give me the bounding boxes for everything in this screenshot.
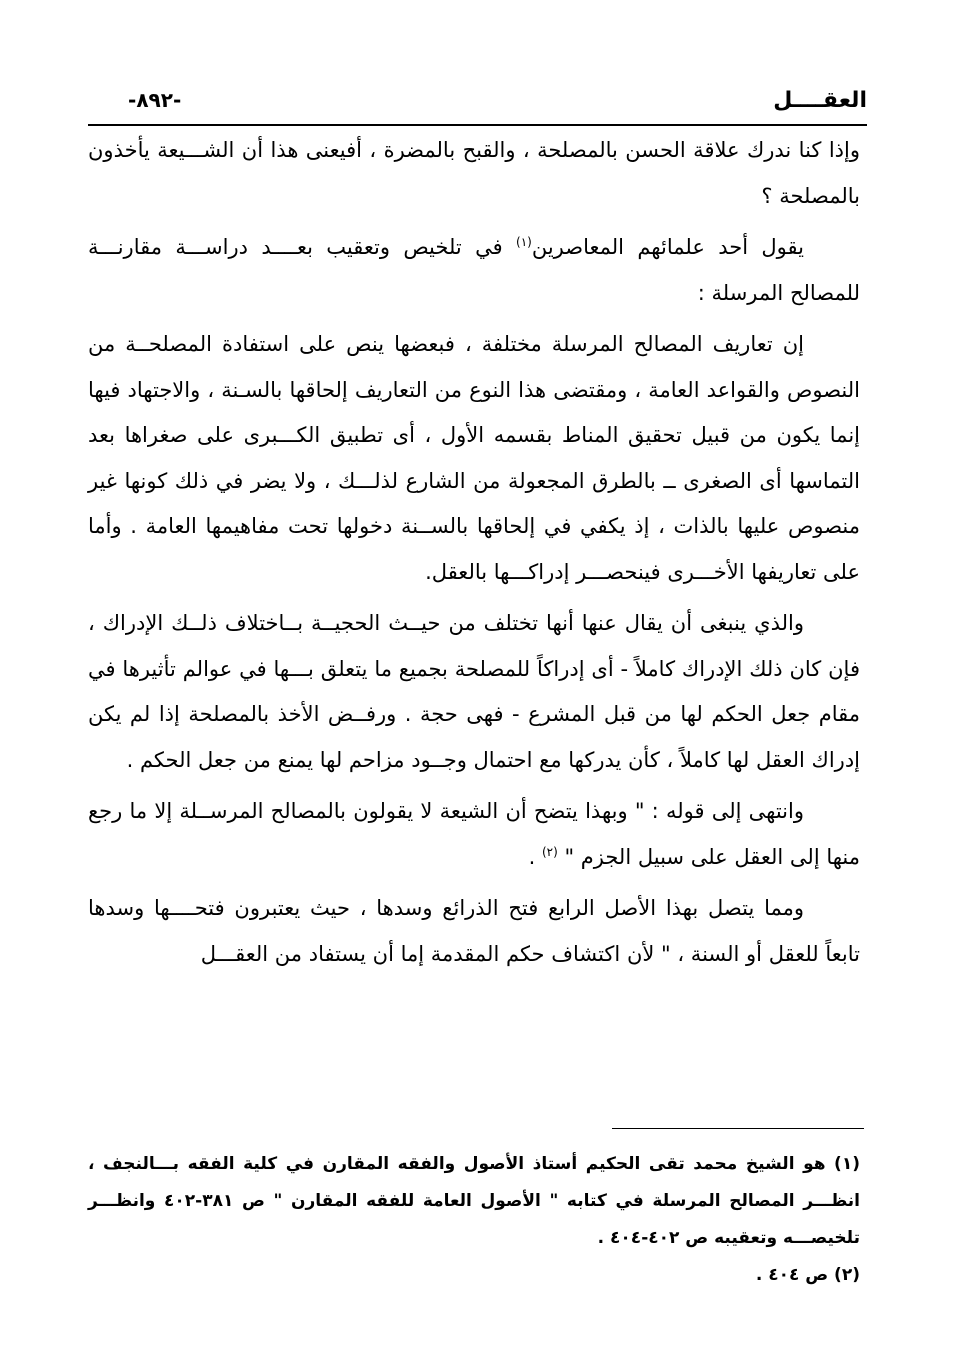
footnote-ref-2[interactable]: (٢) [541,844,558,859]
paragraph-2-text-a: يقول أحد علمائهم المعاصرين [531,235,804,259]
paragraph-5-text-b: . [528,844,542,869]
paragraph-4 [88,601,860,783]
footnote-ref-1[interactable]: (١) [516,235,532,249]
paragraph-2-text-b: في تلخيص وتعقيب بعــــد دراســـة مقارنـــة للمصالح المرسلة : [88,235,860,305]
paragraph-3 [88,322,860,595]
paragraph-6-text: ومما يتصل بهذا الأصل الرابع فتح الذرائع وسدها ، حيث يعتبرون فتحــــها وسدها تابعاً للعقل أو السنة ، " لأن اكتشاف حكم المقدمة إما أن يستفاد من العقـــل [88,896,860,966]
footnotes [88,1146,860,1294]
paragraph-3-text: إن تعاريف المصالح المرسلة مختلفة ، فبعضها ينص على استفادة المصلحــة من النصوص والقواعد العامة ، ومقتضى هذا النوع من التعاريف إلحاقها بالسـنة ، والاجتهاد فيها إنما يكون من قبيل تحقيق المناط بقسمه الأول ، أى تطبيق الكـــبرى على صغراها بعد التماسها أى الصغرى ــ بالطرق المجعولة من الشارع لذلـــك ، ولا يضر في ذلك كونها غير منصوص عليها بالذات ، إذ يكفي في إلحاقها بالســنة دخولها تحت مفاهيمها العامة . وأما على تعاريفها الأخـــرى فينحصـــر إدراكـــها بالعقل. [88,332,860,584]
footnote-divider [612,1128,864,1129]
paragraph-1-text: وإذا كنا ندرك علاقة الحسن بالمصلحة ، والقبح بالمضرة ، أفيعنى هذا أن الشـــيعة يأخذون بالمصلحة ؟ [88,138,860,208]
paragraph-1 [88,128,860,219]
paragraph-6 [88,886,860,977]
paragraph-2 [88,225,860,316]
paragraph-5 [88,789,860,880]
footnote-2: (٢) ص ٤٠٤ . [755,1265,860,1285]
paragraph-4-text: والذي ينبغى أن يقال عنها أنها تختلف من حيــث الحجيــة بــاختلاف ذلــك الإدراك ، فإن كان ذلك الإدراك كاملاً - أى إدراكاً للمصلحة بجميع ما يتعلق بـــها في عوالم تأثيرها في مقام جعل الحكم لها من قبل المشرع - فهى حجة . ورفــض الأخذ بالمصلحة إذا لم يكن إدراك العقل لها كاملاً ، كأن يدركها مع احتمال وجــود مزاحم لها يمنع من جعل الحكم . [88,611,860,772]
running-title: العقــــل [773,88,867,113]
page-number: -٨٩٢- [128,88,182,112]
header-divider [88,124,867,126]
footnote-1: (١) هو الشيخ محمد تقى الحكيم أستاذ الأصول والفقه المقارن في كلية الفقه بـــالنجف ، انظـــر المصالح المرسلة في كتابه " الأصول العامة للفقه المقارن " ص ٣٨١-٤٠٢ وانظـــر تلخيصـــه وتعقيبه ص ٤٠٢-٤٠٤ . [88,1154,860,1248]
main-text [88,128,860,977]
page-header [88,82,867,122]
paragraph-5-text-a: وانتهى إلى قوله : " وبهذا يتضح أن الشيعة لا يقولون بالمصالح المرســلة إلا ما رجع منها إلى العقل على سبيل الجزم " [88,799,860,869]
